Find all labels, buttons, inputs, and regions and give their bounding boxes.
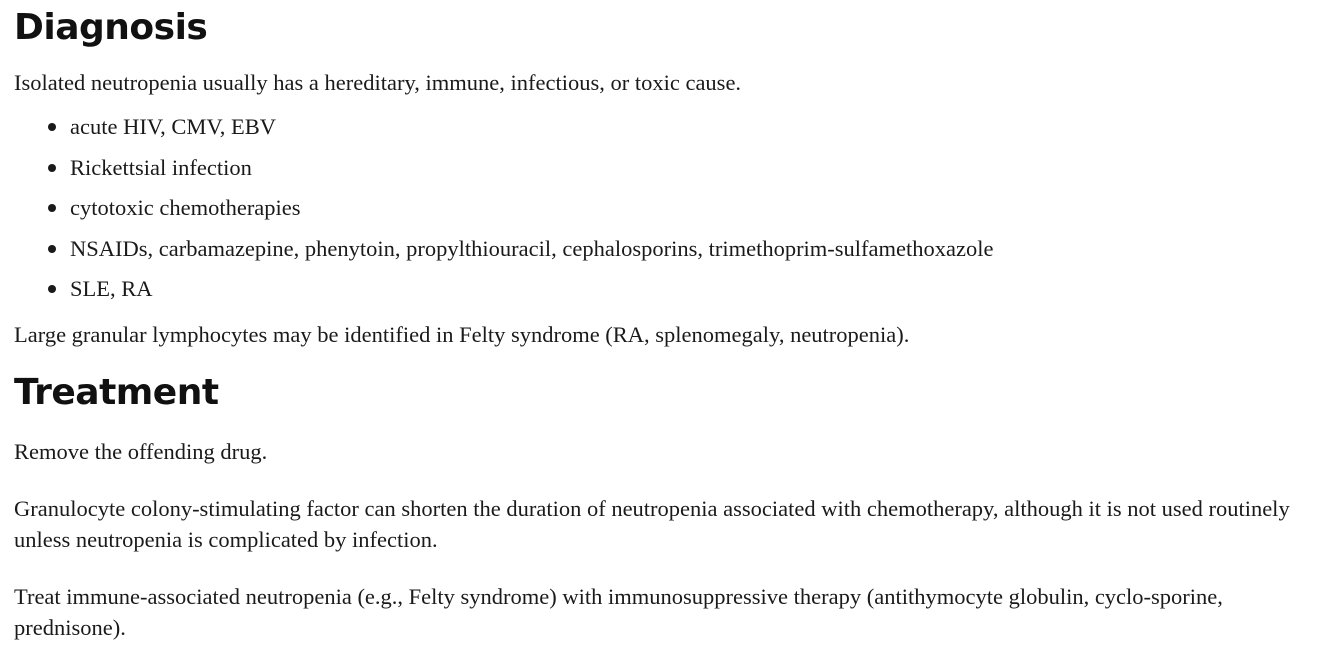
diagnosis-heading: Diagnosis: [14, 7, 208, 48]
list-item-text: cytotoxic chemotherapies: [70, 195, 301, 220]
bullet-icon: [48, 245, 56, 253]
list-item: [14, 273, 1319, 304]
bullet-icon: [48, 285, 56, 293]
list-item-text: NSAIDs, carbamazepine, phenytoin, propylthiouracil, cephalosporins, trimethoprim-sulfamethoxazole: [70, 235, 994, 261]
list-item-text: acute HIV, CMV, EBV: [70, 114, 277, 139]
treatment-paragraph-immunosuppressive: Treat immune-associated neutropenia (e.g., Felty syndrome) with immunosuppressive therapy (antithymocyte globulin, cyclo-sporine, prednisone).: [14, 584, 1223, 640]
treatment-paragraph-remove-drug: Remove the offending drug.: [14, 439, 268, 464]
list-item: [14, 152, 1319, 183]
bullet-icon: [48, 164, 56, 172]
felty-note: Large granular lymphocytes may be identified in Felty syndrome (RA, splenomegaly, neutropenia).: [14, 322, 910, 347]
treatment-heading: Treatment: [14, 372, 219, 413]
document-page: [14, 0, 1319, 643]
list-item: [14, 233, 1319, 264]
treatment-paragraph-gcsf: Granulocyte colony-stimulating factor can shorten the duration of neutropenia associated with chemotherapy, although it is not used routinely unless neutropenia is complicated by infection.: [14, 496, 1290, 552]
list-item: [14, 111, 1319, 142]
list-item-text: Rickettsial infection: [70, 154, 252, 180]
bullet-icon: [48, 204, 56, 212]
diagnosis-intro: Isolated neutropenia usually has a hereditary, immune, infectious, or toxic cause.: [14, 70, 742, 95]
list-item: [14, 192, 1319, 223]
bullet-icon: [48, 123, 56, 131]
list-item-text: SLE, RA: [70, 276, 153, 301]
causes-list: [14, 111, 1319, 304]
